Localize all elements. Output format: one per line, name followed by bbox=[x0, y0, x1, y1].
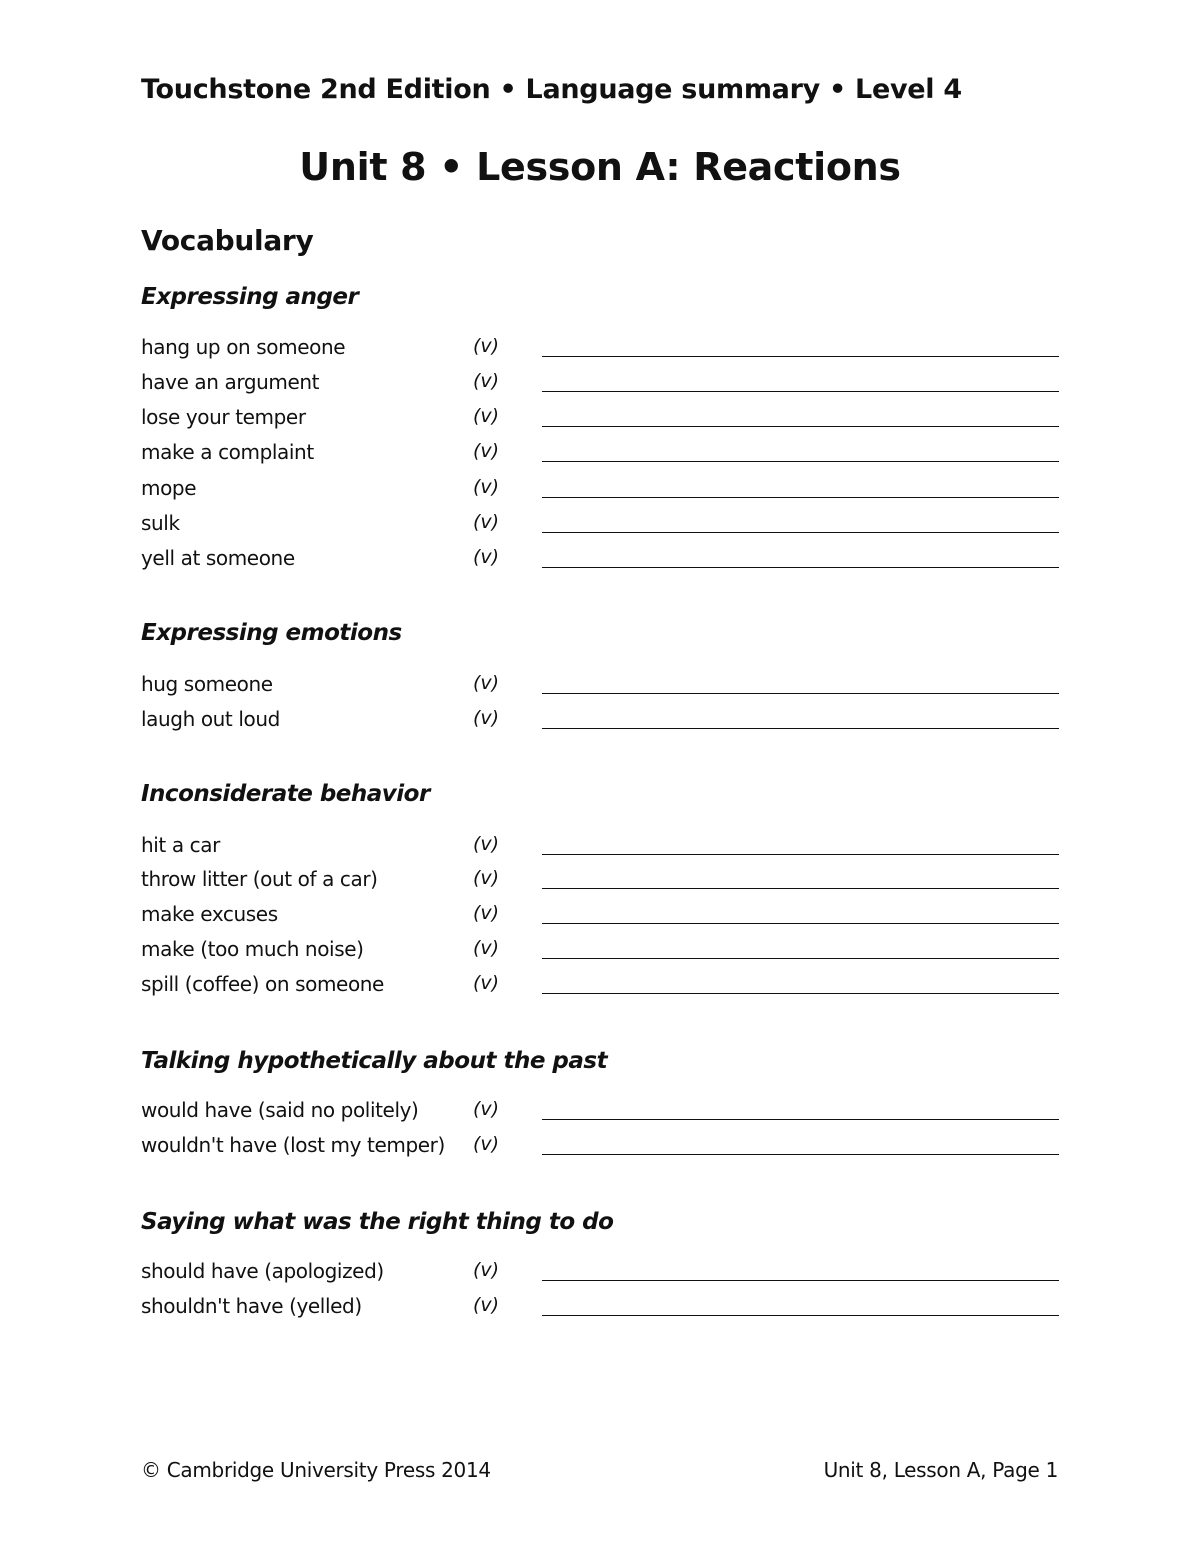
section-heading-saying-right-thing: Saying what was the right thing to do bbox=[141, 1209, 614, 1235]
section-heading-inconsiderate-behavior: Inconsiderate behavior bbox=[141, 781, 430, 807]
part-of-speech: (v) bbox=[473, 972, 500, 994]
vocab-term: throw litter (out of a car) bbox=[141, 867, 378, 891]
vocab-row bbox=[0, 546, 1200, 581]
answer-blank-line[interactable] bbox=[542, 693, 1059, 694]
vocab-term: shouldn't have (yelled) bbox=[141, 1294, 362, 1318]
vocabulary-heading: Vocabulary bbox=[141, 224, 314, 257]
section-heading-expressing-emotions: Expressing emotions bbox=[141, 620, 402, 646]
part-of-speech: (v) bbox=[473, 511, 500, 533]
part-of-speech: (v) bbox=[473, 833, 500, 855]
answer-blank-line[interactable] bbox=[542, 426, 1059, 427]
vocab-row bbox=[0, 672, 1200, 707]
answer-blank-line[interactable] bbox=[542, 461, 1059, 462]
answer-blank-line[interactable] bbox=[542, 854, 1059, 855]
vocab-row bbox=[0, 707, 1200, 742]
vocab-term: make a complaint bbox=[141, 440, 314, 464]
vocab-term: wouldn't have (lost my temper) bbox=[141, 1133, 445, 1157]
answer-blank-line[interactable] bbox=[542, 1315, 1059, 1316]
vocab-term: laugh out loud bbox=[141, 707, 280, 731]
vocab-term: yell at someone bbox=[141, 546, 295, 570]
answer-blank-line[interactable] bbox=[542, 497, 1059, 498]
copyright-notice: © Cambridge University Press 2014 bbox=[141, 1458, 491, 1482]
part-of-speech: (v) bbox=[473, 902, 500, 924]
document-header: Touchstone 2nd Edition • Language summary • Level 4 bbox=[141, 74, 962, 105]
section-heading-expressing-anger: Expressing anger bbox=[141, 284, 359, 310]
vocab-term: should have (apologized) bbox=[141, 1259, 384, 1283]
answer-blank-line[interactable] bbox=[542, 923, 1059, 924]
vocab-row bbox=[0, 1259, 1200, 1294]
vocab-term: make (too much noise) bbox=[141, 937, 364, 961]
vocab-term: would have (said no politely) bbox=[141, 1098, 419, 1122]
part-of-speech: (v) bbox=[473, 1294, 500, 1316]
vocab-row bbox=[0, 902, 1200, 937]
vocab-row bbox=[0, 370, 1200, 405]
answer-blank-line[interactable] bbox=[542, 356, 1059, 357]
part-of-speech: (v) bbox=[473, 1259, 500, 1281]
part-of-speech: (v) bbox=[473, 546, 500, 568]
answer-blank-line[interactable] bbox=[542, 391, 1059, 392]
vocab-term: mope bbox=[141, 476, 197, 500]
page-reference: Unit 8, Lesson A, Page 1 bbox=[823, 1458, 1058, 1482]
vocab-row bbox=[0, 833, 1200, 868]
answer-blank-line[interactable] bbox=[542, 1154, 1059, 1155]
answer-blank-line[interactable] bbox=[542, 567, 1059, 568]
vocab-row bbox=[0, 972, 1200, 1007]
vocab-term: sulk bbox=[141, 511, 180, 535]
vocab-row bbox=[0, 1133, 1200, 1168]
part-of-speech: (v) bbox=[473, 1133, 500, 1155]
answer-blank-line[interactable] bbox=[542, 532, 1059, 533]
answer-blank-line[interactable] bbox=[542, 728, 1059, 729]
vocab-row bbox=[0, 1098, 1200, 1133]
part-of-speech: (v) bbox=[473, 440, 500, 462]
vocab-term: hit a car bbox=[141, 833, 220, 857]
answer-blank-line[interactable] bbox=[542, 993, 1059, 994]
part-of-speech: (v) bbox=[473, 405, 500, 427]
vocab-term: hang up on someone bbox=[141, 335, 346, 359]
page-title: Unit 8 • Lesson A: Reactions bbox=[299, 145, 901, 189]
part-of-speech: (v) bbox=[473, 335, 500, 357]
vocab-row bbox=[0, 511, 1200, 546]
vocab-term: have an argument bbox=[141, 370, 320, 394]
part-of-speech: (v) bbox=[473, 672, 500, 694]
answer-blank-line[interactable] bbox=[542, 1280, 1059, 1281]
answer-blank-line[interactable] bbox=[542, 888, 1059, 889]
vocab-term: make excuses bbox=[141, 902, 278, 926]
part-of-speech: (v) bbox=[473, 707, 500, 729]
vocab-row bbox=[0, 937, 1200, 972]
vocab-row bbox=[0, 867, 1200, 902]
vocab-row bbox=[0, 476, 1200, 511]
vocab-row bbox=[0, 440, 1200, 475]
vocab-row bbox=[0, 335, 1200, 370]
part-of-speech: (v) bbox=[473, 937, 500, 959]
vocab-term: lose your temper bbox=[141, 405, 306, 429]
vocab-row bbox=[0, 1294, 1200, 1329]
answer-blank-line[interactable] bbox=[542, 1119, 1059, 1120]
part-of-speech: (v) bbox=[473, 476, 500, 498]
vocab-term: hug someone bbox=[141, 672, 273, 696]
part-of-speech: (v) bbox=[473, 370, 500, 392]
part-of-speech: (v) bbox=[473, 867, 500, 889]
section-heading-talking-hypothetically: Talking hypothetically about the past bbox=[141, 1048, 608, 1074]
vocab-term: spill (coffee) on someone bbox=[141, 972, 384, 996]
answer-blank-line[interactable] bbox=[542, 958, 1059, 959]
part-of-speech: (v) bbox=[473, 1098, 500, 1120]
vocab-row bbox=[0, 405, 1200, 440]
